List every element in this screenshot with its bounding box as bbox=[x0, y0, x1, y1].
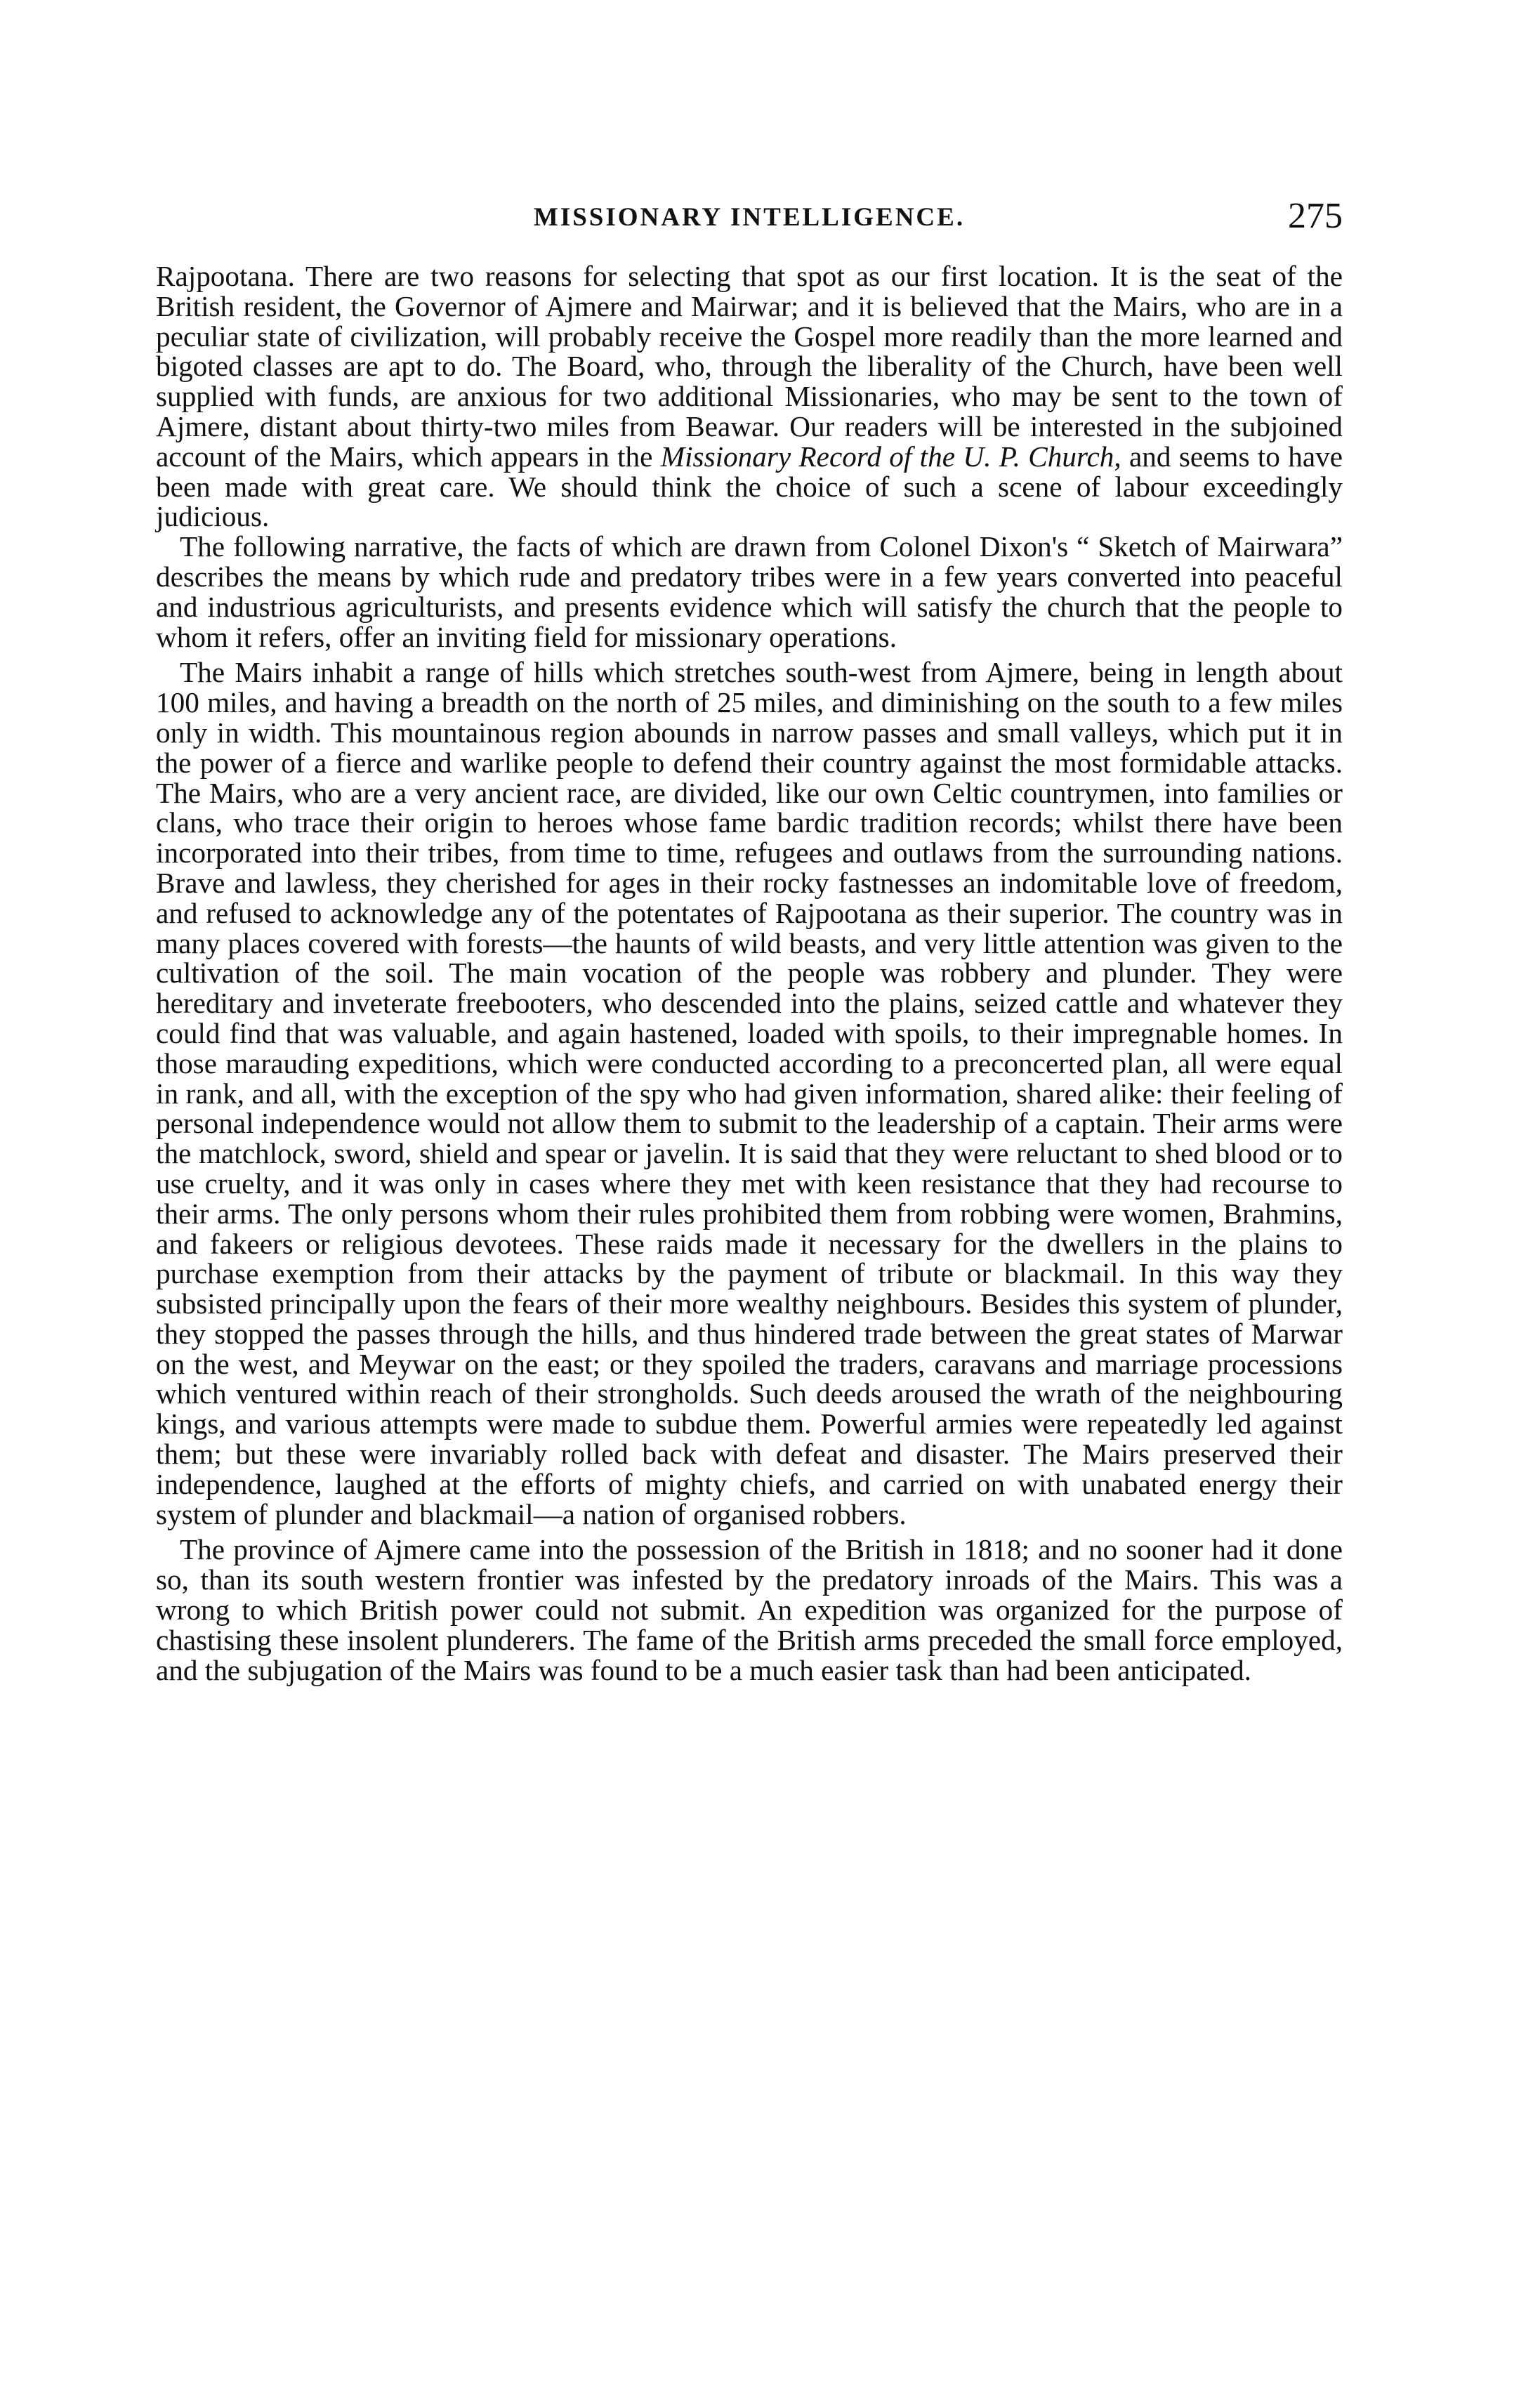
paragraph-rajpootana bbox=[156, 261, 1343, 532]
paragraph-text: , and seems to have been made with great care. We should think the choice of such a scene of labour exceedingly judicious. bbox=[156, 440, 1343, 533]
paragraph-text: Rajpootana. There are two reasons for selecting that spot as our first location. It is the seat of the British resident, the Governor of Ajmere and Mairwar; and it is believed that the Mairs, who are in a peculiar state of civilization, will probably receive the Gospel more readily than the more learned and bigoted classes are apt to do. The Board, who, through the liberality of the Church, have been well supplied with funds, are anxious for two additional Missionaries, who may be sent to the town of Ajmere, distant about thirty-two miles from Beawar. Our readers will be interested in the subjoined account of the Mairs, which appears in the bbox=[156, 260, 1343, 473]
paragraph-mairs: The Mairs inhabit a range of hills which stretches south-west from Ajmere, being in length about 100 miles, and having a breadth on the north of 25 miles, and diminishing on the south to a few miles only in width. This mountainous region abounds in narrow passes and small valleys, which put it in the power of a fierce and warlike people to defend their country against the most formidable attacks. The Mairs, who are a very ancient race, are divided, like our own Celtic countrymen, into families or clans, who trace their origin to heroes whose fame bardic tradition records; whilst there have been incorporated into their tribes, from time to time, refugees and outlaws from the surrounding nations. Brave and lawless, they cherished for ages in their rocky fastnesses an indomitable love of freedom, and refused to acknowledge any of the potentates of Rajpootana as their superior. The country was in many places covered with forests—the haunts of wild beasts, and very little attention was given to the cultivation of the soil. The main vocation of the people was robbery and plunder. They were hereditary and inveterate freebooters, who descended into the plains, seized cattle and whatever they could find that was valuable, and again hastened, loaded with spoils, to their impregnable homes. In those marauding expeditions, which were conducted according to a preconcerted plan, all were equal in rank, and all, with the exception of the spy who had given information, shared alike: their feeling of personal independence would not allow them to submit to the leadership of a captain. Their arms were the matchlock, sword, shield and spear or javelin. It is said that they were reluctant to shed blood or to use cruelty, and it was only in cases where they met with keen resistance that they had recourse to their arms. The only persons whom their rules prohibited them from robbing were women, Brahmins, and fakeers or religious devotees. These raids made it necessary for the dwellers in the plains to purchase exemption from their attacks by the payment of tribute or blackmail. In this way they subsisted principally upon the fears of their more wealthy neighbours. Besides this system of plunder, they stopped the passes through the hills, and thus hindered trade between the great states of Marwar on the west, and Meywar on the east; or they spoiled the traders, caravans and marriage processions which ventured within reach of their strongholds. Such deeds aroused the wrath of the neighbouring kings, and various attempts were made to subdue them. Powerful armies were repeatedly led against them; but these were invariably rolled back with defeat and disaster. The Mairs preserved their independence, laughed at the efforts of mighty chiefs, and carried on with unabated energy their system of plunder and blackmail—a nation of organised robbers. bbox=[156, 656, 1343, 1530]
paragraph-ajmere-province: The province of Ajmere came into the possession of the British in 1818; and no sooner had it done so, than its south western frontier was infested by the predatory inroads of the Mairs. This was a wrong to which British power could not submit. An expedition was organized for the purpose of chastising these insolent plunderers. The fame of the British arms preceded the small force employed, and the subjugation of the Mairs was found to be a much easier task than had been anticipated. bbox=[156, 1533, 1343, 1686]
page-number: 275 bbox=[1288, 196, 1343, 236]
paragraph-narrative: The following narrative, the facts of which are drawn from Colonel Dixon's “ Sketch of Mairwara” describes the means by which rude and predatory tribes were in a few years converted into peaceful and industrious agriculturists, and presents evidence which will satisfy the church that the people to whom it refers, offer an inviting field for missionary operations. bbox=[156, 530, 1343, 653]
publication-title: Missionary Record of the U. P. Church bbox=[660, 440, 1114, 473]
page-header bbox=[156, 195, 1343, 244]
article-body bbox=[156, 261, 1343, 1685]
running-title: MISSIONARY INTELLIGENCE. bbox=[533, 203, 966, 232]
